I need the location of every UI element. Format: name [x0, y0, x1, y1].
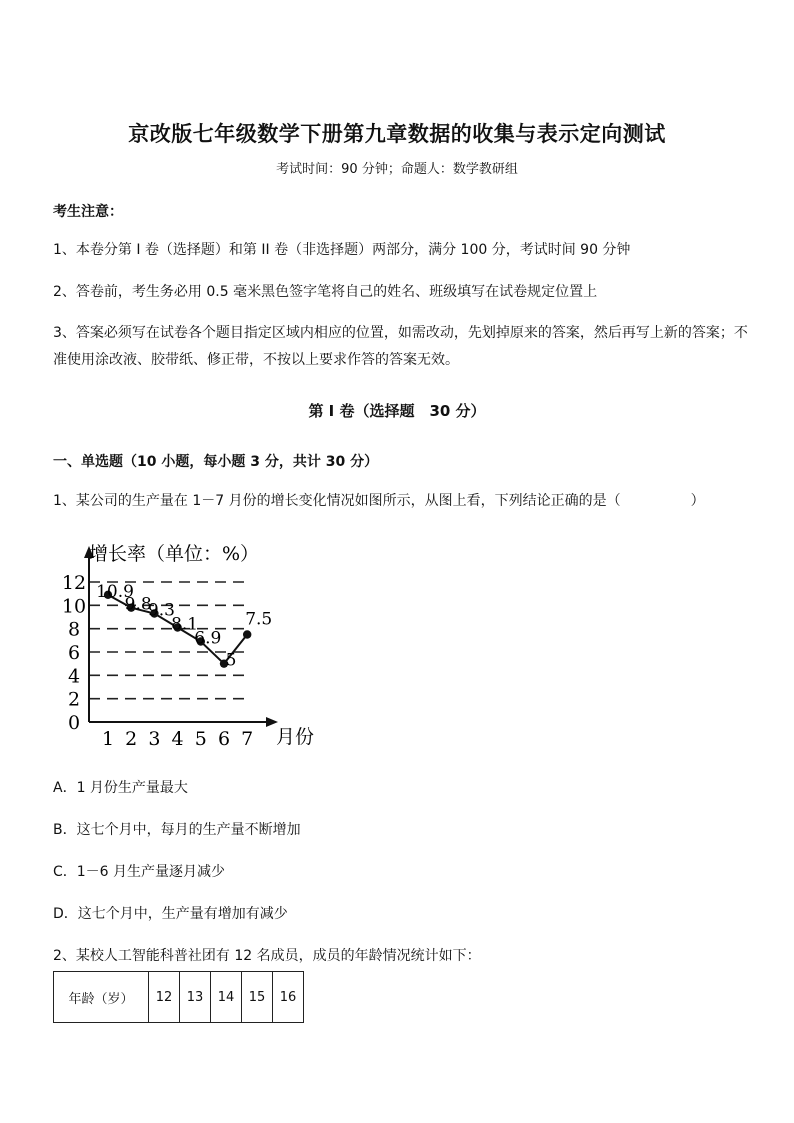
y-tick-label: 0: [67, 712, 81, 734]
y-tick-label: 4: [67, 665, 81, 688]
x-tick-label: 1: [101, 728, 115, 750]
table-row: [54, 972, 304, 1023]
option-b[interactable]: B．这七个月中，每月的生产量不断增加: [53, 822, 301, 838]
table-cell-age: 12: [149, 972, 180, 1023]
table-cell-age: 13: [180, 972, 211, 1023]
x-tick-labels: [102, 728, 253, 750]
data-label: 5: [225, 650, 237, 671]
y-tick-label: 2: [67, 688, 81, 711]
x-tick-label: 6: [217, 728, 231, 750]
age-table: [53, 971, 304, 1023]
question-1-text: 1、某公司的生产量在 1－7 月份的增长变化情况如图所示，从图上看，下列结论正确的是（: [53, 493, 621, 509]
notice-1: 1、本卷分第 I 卷（选择题）和第 II 卷（非选择题）两部分，满分 100 分，考试时间 90 分钟: [53, 242, 631, 258]
question-1-stem: [53, 488, 753, 515]
question-1-close: ）: [690, 493, 705, 509]
y-axis-title: 增长率（单位：%）: [89, 543, 260, 565]
notice-heading: 考生注意：: [53, 204, 123, 220]
data-label: 9.8: [124, 594, 152, 615]
x-tick-label: 5: [194, 728, 207, 750]
notice-2: 2、答卷前，考生务必用 0.5 毫米黑色签字笔将自己的姓名、班级填写在试卷规定位置上: [53, 284, 598, 300]
section-title: 第 I 卷（选择题 30 分）: [308, 402, 486, 420]
x-tick-label: 3: [148, 728, 161, 750]
x-axis-title: 月份: [276, 726, 315, 748]
data-label: 8.1: [171, 614, 199, 635]
section-heading: 一、单选题（10 小题，每小题 3 分，共计 30 分）: [53, 454, 379, 470]
option-d[interactable]: D．这七个月中，生产量有增加有减少: [53, 906, 288, 922]
data-label: 10.9: [96, 581, 134, 602]
data-label: 6.9: [194, 628, 222, 649]
x-tick-label: 2: [125, 728, 138, 750]
growth-rate-line-chart: [56, 530, 336, 752]
notice-3: 3、答案必须写在试卷各个题目指定区域内相应的位置，如需改动，先划掉原来的答案，然后再写上新的答案；不准使用涂改液、胶带纸、修正带，不按以上要求作答的答案无效。: [53, 325, 748, 368]
table-header-age: 年龄（岁）: [54, 972, 149, 1023]
table-cell-age: 15: [242, 972, 273, 1023]
table-cell-age: 16: [273, 972, 304, 1023]
x-tick-label: 4: [171, 728, 184, 750]
y-tick-label: 12: [61, 572, 87, 594]
question-2-stem: 2、某校人工智能科普社团有 12 名成员，成员的年龄情况统计如下：: [53, 948, 481, 964]
data-labels: [96, 582, 272, 671]
x-tick-label: 7: [241, 728, 254, 750]
page-title: 京改版七年级数学下册第九章数据的收集与表示定向测试: [128, 121, 666, 146]
data-point: [243, 630, 251, 638]
option-c[interactable]: C．1－6 月生产量逐月减少: [53, 864, 226, 880]
y-tick-label: 8: [67, 618, 81, 641]
data-label: 9.3: [147, 600, 175, 621]
y-tick-label: 10: [61, 595, 87, 618]
data-label: 7.5: [245, 609, 273, 630]
y-tick-labels: [62, 572, 86, 734]
option-a[interactable]: A．1 月份生产量最大: [53, 780, 188, 796]
table-cell-age: 14: [211, 972, 242, 1023]
exam-info: 考试时间：90 分钟；命题人：数学教研组: [276, 162, 518, 177]
y-tick-label: 6: [67, 642, 81, 664]
